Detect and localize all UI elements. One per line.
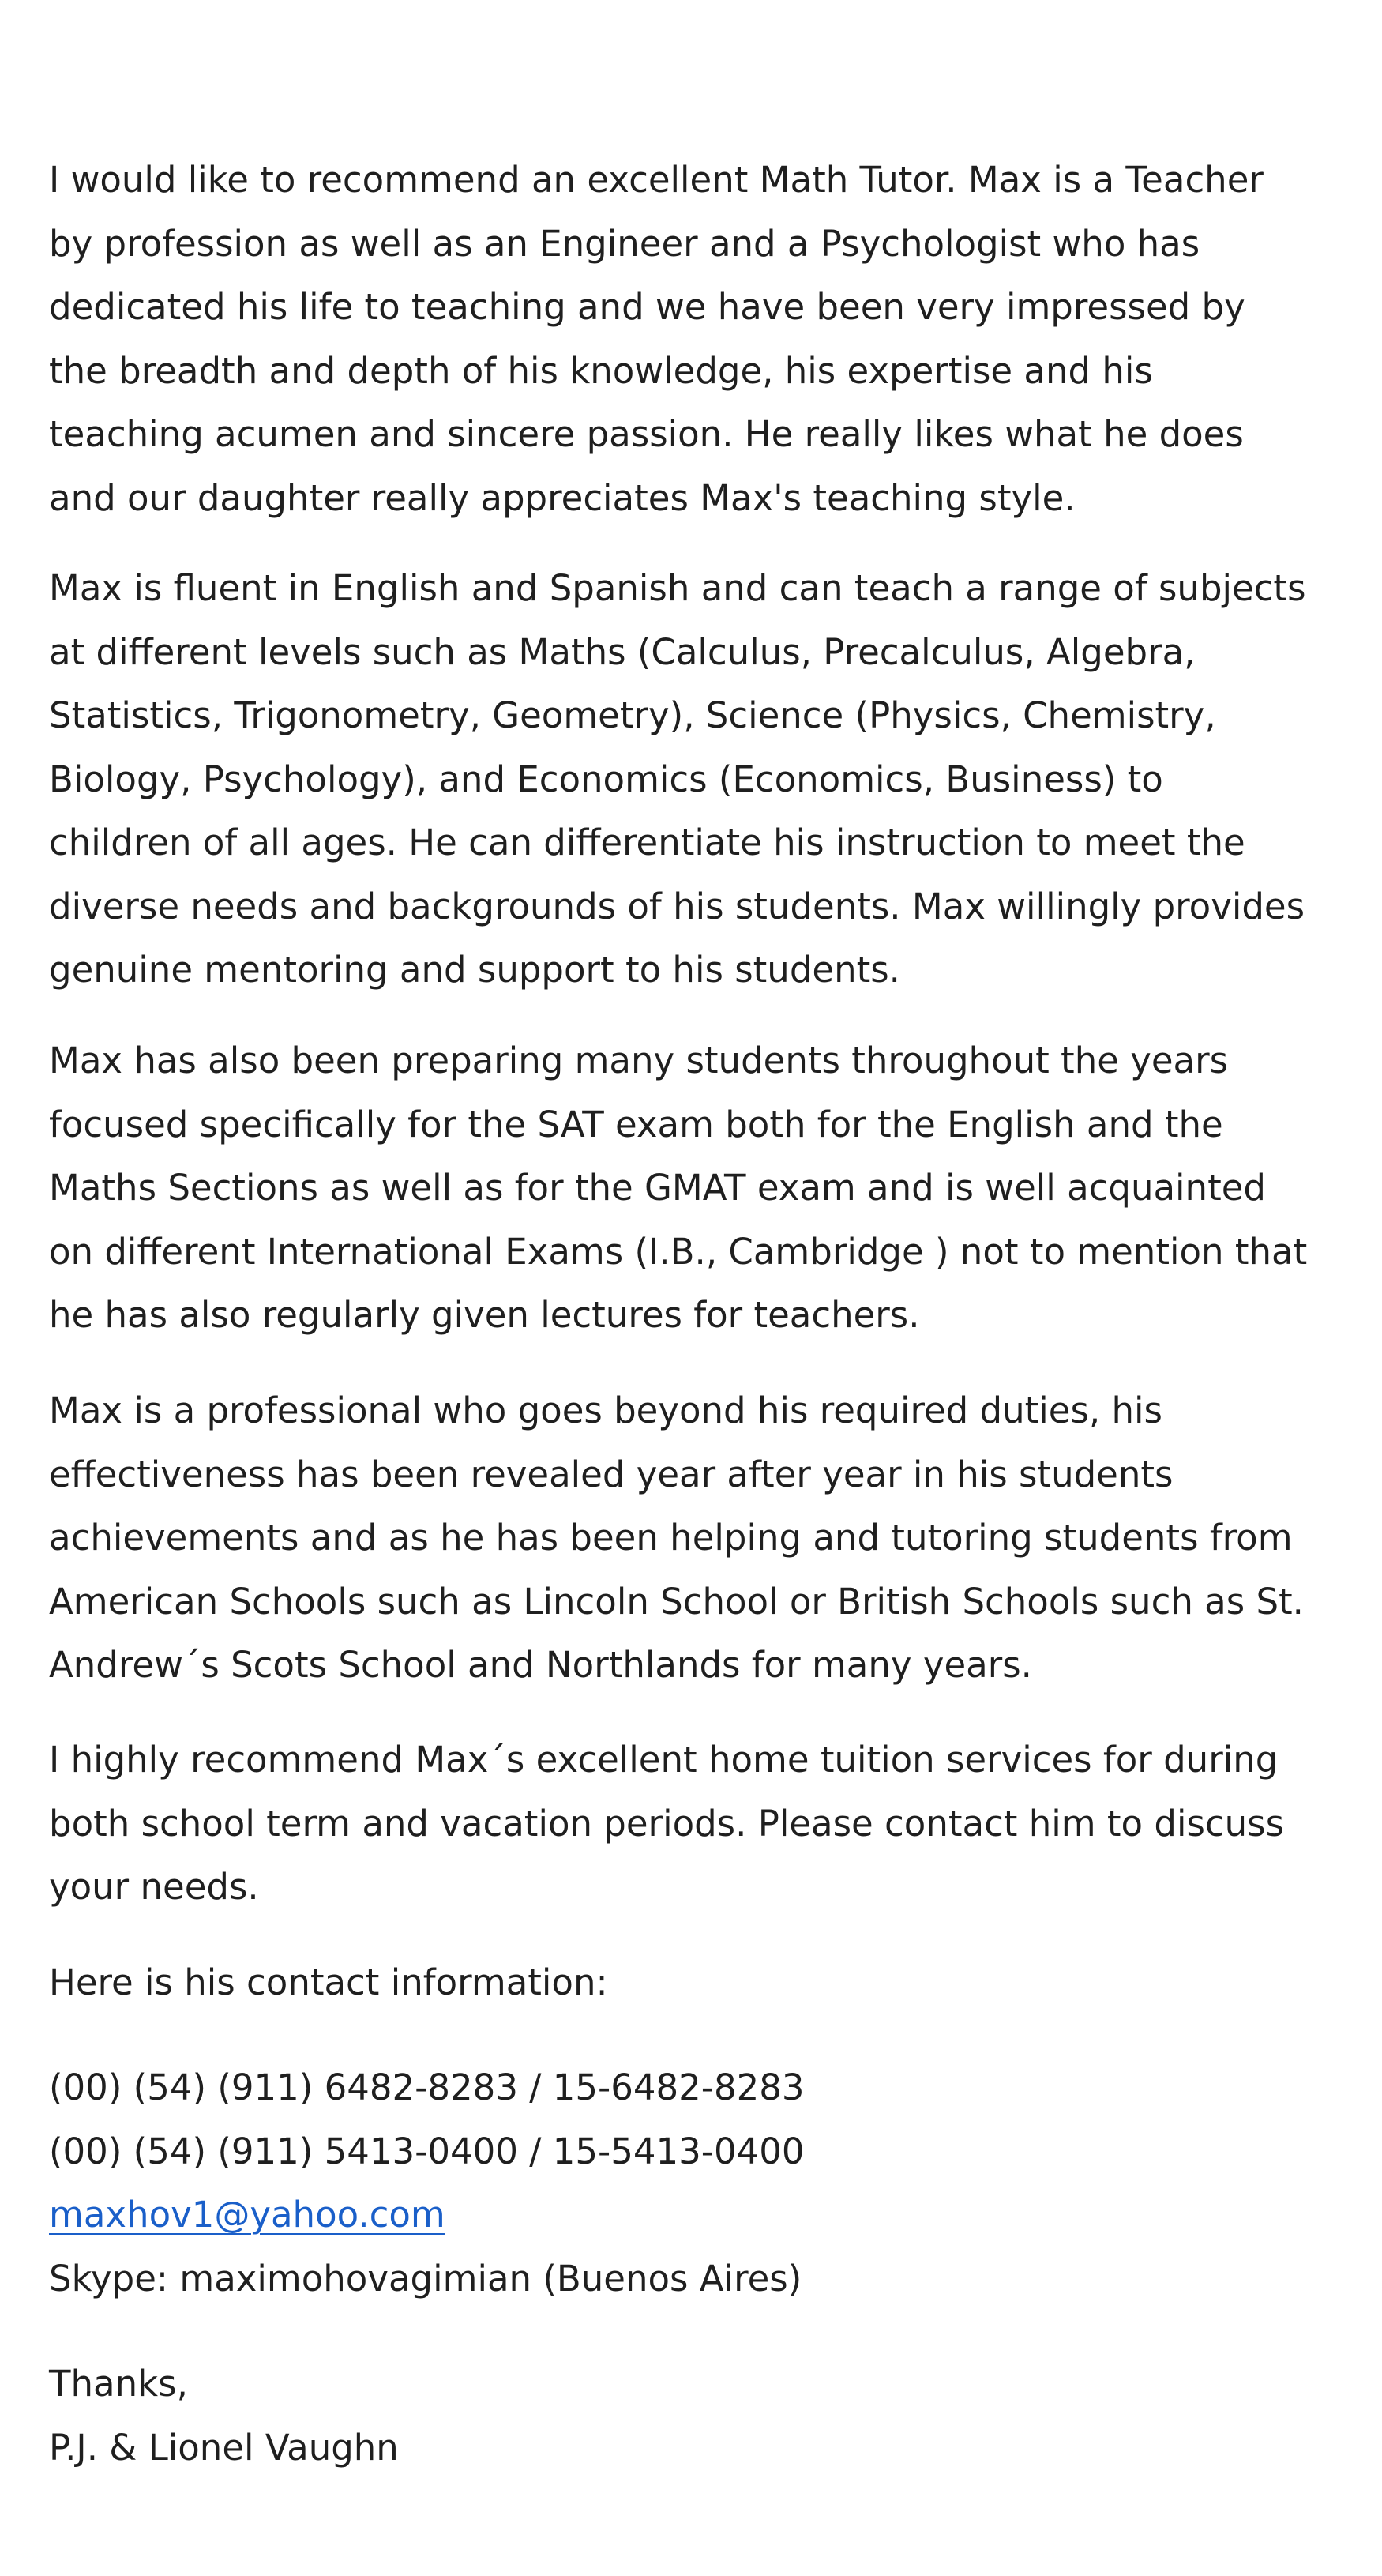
paragraph-exam-preparation: Max has also been preparing many students throughout the years focused specifically for the SAT exam both for the English and the Maths Sections as well as for the GMAT exam and is well acquainted on different International Exams (I.B., Cambridge ) not to mention that he has also regularly given lectures for teachers. (49, 1040, 1308, 1336)
paragraph-highly-recommend: I highly recommend Max´s excellent home tuition services for during both school term and vacation periods. Please contact him to discuss your needs. (49, 1739, 1285, 1908)
phone-line-2: (00) (54) (911) 5413-0400 / 15-5413-0400 (49, 2130, 805, 2172)
skype-line: Skype: maximohovagimian (Buenos Aires) (49, 2257, 802, 2300)
closing-text: Thanks, (49, 2363, 188, 2405)
signature-text: P.J. & Lionel Vaughn (49, 2426, 399, 2469)
paragraph-professionalism: Max is a professional who goes beyond his required duties, his effectiveness has been revealed year after year in his students achievements and as he has been helping and tutoring students from American Schools such as Lincoln School or British Schools such as St. Andrew´s Scots School and Northlands for many years. (49, 1390, 1304, 1686)
contact-block (49, 2056, 805, 2311)
signoff-block (49, 2352, 399, 2480)
paragraph-subjects: Max is fluent in English and Spanish and can teach a range of subjects at different levels such as Maths (Calculus, Precalculus, Algebra, Statistics, Trigonometry, Geometry), Science (Physics, Chemistry, Biology, Psychology), and Economics (Economics, Business) to children of all ages. He can differentiate his instruction to meet the diverse needs and backgrounds of his students. Max willingly provides genuine mentoring and support to his students. (49, 567, 1306, 991)
phone-line-1: (00) (54) (911) 6482-8283 / 15-6482-8283 (49, 2066, 805, 2108)
email-link[interactable]: maxhov1@yahoo.com (49, 2194, 445, 2236)
paragraph-contact-intro: Here is his contact information: (49, 1961, 608, 2003)
paragraph-recommendation-intro: I would like to recommend an excellent Math Tutor. Max is a Teacher by profession as well as an Engineer and a Psychologist who has dedicated his life to teaching and we have been very impressed by the breadth and depth of his knowledge, his expertise and his teaching acumen and sincere passion. He really likes what he does and our daughter really appreciates Max's teaching style. (49, 159, 1264, 519)
